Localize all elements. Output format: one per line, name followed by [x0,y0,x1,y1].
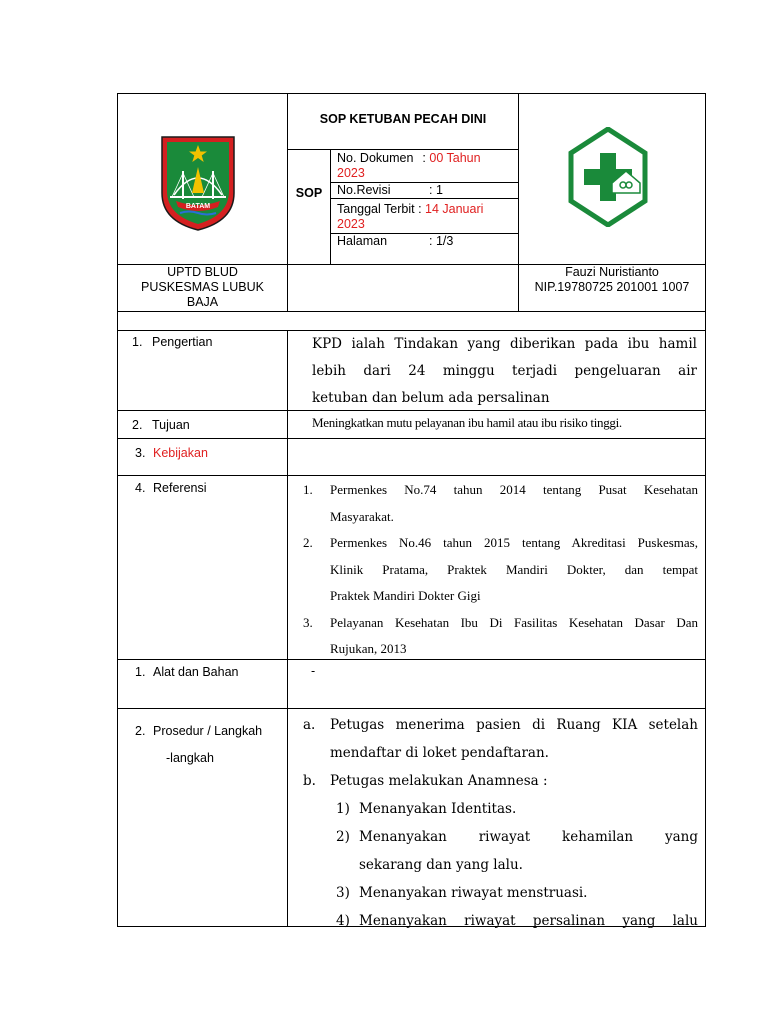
substep-num: 1) [336,801,350,817]
signer-block [519,265,705,295]
referensi-item-num: 1. [303,482,313,497]
substep-line: Menanyakan riwayat persalinan yang lalu [359,913,698,929]
content-pengertian [312,331,697,412]
logo-caption: BATAM [185,203,211,210]
unit-line-2: PUSKESMAS LUBUK [141,280,264,294]
city-logo [158,133,238,233]
referensi-item-line: Masyarakat. [330,508,394,524]
pengertian-line-3: ketuban dan belum ada persalinan [312,390,550,406]
pengertian-line-2: lebih dari 24 minggu terjadi pengeluaran air [312,363,697,379]
unit-line-1: UPTD BLUD [167,265,238,279]
issue-date-year: 2023 [337,217,365,231]
num-alat: 1. [135,665,146,679]
label-prosedur [135,718,285,772]
substep [303,795,698,823]
referensi-item [303,477,698,530]
substep-line: sekarang dan yang lalu. [359,857,523,873]
page-value: : 1/3 [429,234,454,248]
substep-line: Menanyakan riwayat menstruasi. [359,885,588,901]
health-cross-logo [568,127,648,227]
label-tujuan [132,418,282,433]
referensi-item-line: Praktek Mandiri Dokter Gigi [330,588,481,603]
content-alat: - [311,664,316,678]
label-kebijakan [135,446,285,461]
referensi-list [303,477,698,663]
issue-date-label: Tanggal Terbit : [337,202,422,216]
step-b [303,767,698,795]
doc-number-label: No. Dokumen [337,151,414,165]
step-a-line-2: mendaftar di loket pendaftaran. [330,745,549,761]
substep-line: Menanyakan riwayat kehamilan yang [359,829,698,845]
page-row [337,234,517,249]
num-kebijakan: 3. [135,446,146,460]
revision-label: No.Revisi [337,183,391,197]
referensi-item-num: 2. [303,535,313,550]
content-tujuan: Meningkatkan mutu pelayanan ibu hamil atau ibu risiko tinggi. [312,415,622,430]
signer-name: Fauzi Nuristianto [565,265,659,279]
referensi-item [303,530,698,610]
revision-row [337,183,517,198]
referensi-item-line: Permenkes No.74 tahun 2014 tentang Pusat Kesehatan [330,482,698,497]
issue-date-value: 14 Januari [425,202,484,216]
step-b-line-1: Petugas melakukan Anamnesa : [330,773,548,789]
num-tujuan: 2. [132,418,143,432]
text-alat: Alat dan Bahan [153,665,239,679]
substep [303,907,698,935]
prosedur-content [303,711,698,935]
pengertian-line-1: KPD ialah Tindakan yang diberikan pada ibu hamil [312,336,697,352]
referensi-item-line: Klinik Pratama, Praktek Mandiri Dokter, dan tempat [330,561,698,577]
doc-number-year: 2023 [337,166,365,180]
label-pengertian [132,335,282,350]
label-referensi [135,481,285,496]
label-alat [135,665,285,680]
step-b-num: b. [303,773,316,789]
substep-line: Menanyakan Identitas. [359,801,517,817]
num-referensi: 4. [135,481,146,495]
referensi-item [303,610,698,663]
text-prosedur: Prosedur / Langkah [153,724,263,738]
doc-number-value: 00 Tahun [429,151,481,165]
referensi-item-line: Rujukan, 2013 [330,641,407,656]
step-a-num: a. [303,717,316,733]
substep-num: 4) [336,913,350,929]
substep-num: 3) [336,885,350,901]
substep-num: 2) [336,829,350,845]
issue-date-row [337,202,517,232]
text-tujuan: Tujuan [152,418,190,432]
step-a [303,711,698,767]
referensi-item-num: 3. [303,614,313,630]
revision-value: : 1 [429,183,443,197]
sop-label: SOP [295,186,323,200]
substep [303,879,698,907]
page-label: Halaman [337,234,388,248]
text-pengertian: Pengertian [152,335,213,349]
text-prosedur-2: -langkah [166,751,214,765]
text-kebijakan: Kebijakan [153,446,208,460]
doc-number-sep: : [422,151,426,165]
unit-name [118,265,287,310]
num-pengertian: 1. [132,335,143,349]
referensi-item-line: Pelayanan Kesehatan Ibu Di Fasilitas Kesehatan Dasar Dan [330,614,698,630]
signer-nip: NIP.19780725 201001 1007 [534,280,690,294]
step-a-line-1: Petugas menerima pasien di Ruang KIA setelah [330,717,698,733]
document-title: SOP KETUBAN PECAH DINI [319,112,487,126]
substep [303,823,698,879]
referensi-item-line: Permenkes No.46 tahun 2015 tentang Akreditasi Puskesmas, [330,535,698,550]
unit-line-3: BAJA [186,295,219,309]
num-prosedur: 2. [135,724,146,738]
text-referensi: Referensi [153,481,207,495]
doc-number-row [337,151,517,181]
